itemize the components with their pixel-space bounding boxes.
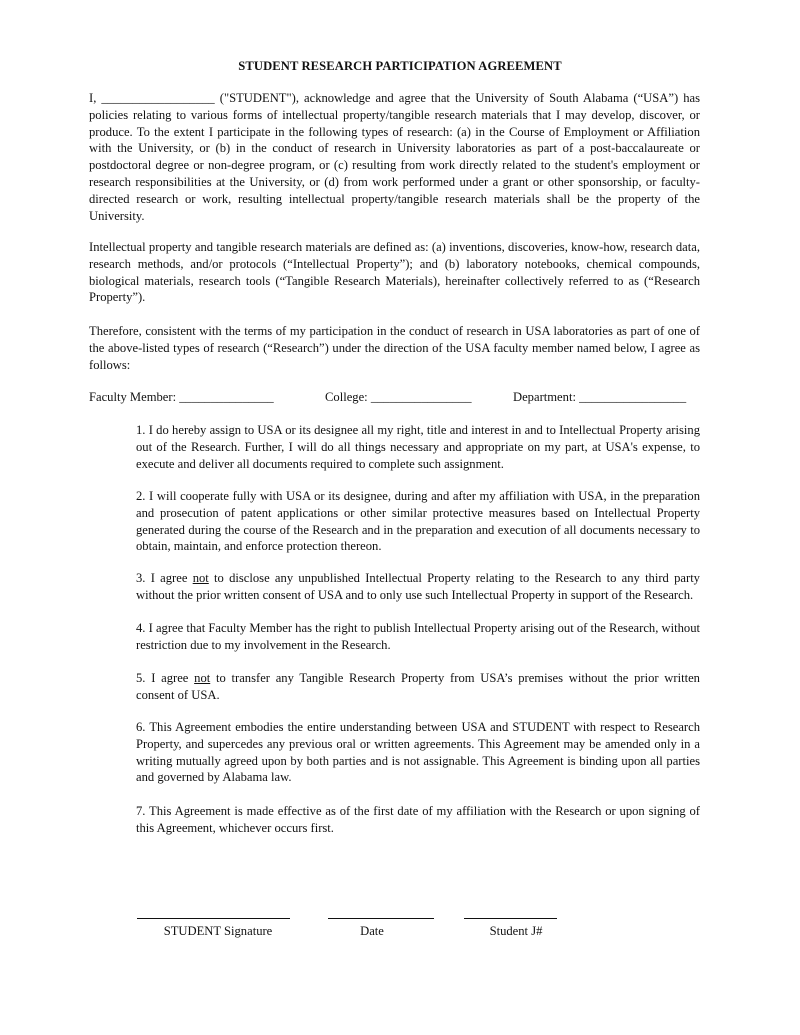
college-field[interactable]: College: ________________ <box>325 390 472 404</box>
date-line[interactable] <box>328 918 434 919</box>
clause-5-rest: to transfer any Tangible Research Property from USA’s premises without the prior written consent of USA. <box>136 671 700 702</box>
faculty-member-field[interactable]: Faculty Member: _______________ <box>89 390 274 404</box>
therefore-paragraph: Therefore, consistent with the terms of my participation in the conduct of research in USA laboratories as part of one of the above-listed types of research (“Research”) under the direction of the USA faculty member named below, I agree as follows: <box>89 324 700 372</box>
clause-5-start: 5. I agree <box>136 671 195 685</box>
clause-7: 7. This Agreement is made effective as of the first date of my affiliation with the Research or upon signing of this Agreement, whichever occurs first. <box>136 804 700 835</box>
clause-2: 2. I will cooperate fully with USA or its designee, during and after my affiliation with USA, in the preparation and prosecution of patent applications or other similar protective measures based on Intellectual Property generated during the course of the Research and in the preparation and execution of all documents necessary to obtain, maintain, and enforce protection thereon. <box>136 489 700 554</box>
clause-4: 4. I agree that Faculty Member has the right to publish Intellectual Property arising out of the Research, without restriction due to my involvement in the Research. <box>136 621 700 652</box>
clause-3-rest: to disclose any unpublished Intellectual Property relating to the Research to any third party without the prior written consent of USA and to only use such Intellectual Property in support of the Research. <box>136 571 700 602</box>
department-field[interactable]: Department: _________________ <box>513 390 687 404</box>
student-signature-line[interactable] <box>137 918 290 919</box>
clause-5-not: not <box>194 671 211 685</box>
intro-paragraph: I, __________________ ("STUDENT"), acknowledge and agree that the University of South Alabama (“USA”) has policies relating to various forms of intellectual property/tangible research materials that I may develop, discover, or produce. To the extent I participate in the following types of research: (a) in the Course of Employment or Affiliation with the University, or (b) in the conduct of research in University laboratories as part of a post-baccalaureate or postdoctoral degree or non-degree program, or (c) resulting from work directly related to the student's employment or research responsibilities at the University, or (d) from work performed under a grant or other sponsorship, or faculty-directed research or work, resulting intellectual property/tangible research materials shall be the property of the University. <box>89 91 700 223</box>
student-signature-label: STUDENT Signature <box>163 924 273 938</box>
faculty-info-row <box>89 389 700 406</box>
definitions-paragraph: Intellectual property and tangible research materials are defined as: (a) inventions, discoveries, know-how, research data, research methods, and/or protocols (“Intellectual Property”); and (b) laboratory notebooks, chemical compounds, biological materials, research tools (“Tangible Research Materials), hereinafter collectively referred to as (“Research Property”). <box>89 240 700 305</box>
student-j-line[interactable] <box>464 918 557 919</box>
student-j-label: Student J# <box>489 924 543 938</box>
clause-3-not: not <box>192 571 209 585</box>
clause-1: 1. I do hereby assign to USA or its designee all my right, title and interest in and to Intellectual Property arising out of the Research. Further, I will do all things necessary and appropriate on my part, at USA's expense, to execute and deliver all documents required to complete such assignment. <box>136 423 700 471</box>
clause-6: 6. This Agreement embodies the entire understanding between USA and STUDENT with respect to Research Property, and supercedes any previous oral or written agreements. This Agreement may be amended only in a writing mutually agreed upon by both parties and is not assignable. This Agreement is binding upon all parties and governed by Alabama law. <box>136 720 700 785</box>
document-title: STUDENT RESEARCH PARTICIPATION AGREEMENT <box>238 59 562 73</box>
date-label: Date <box>360 924 384 938</box>
clause-3-start: 3. I agree <box>136 571 193 585</box>
clause-5 <box>136 670 700 704</box>
clause-3 <box>136 570 700 604</box>
